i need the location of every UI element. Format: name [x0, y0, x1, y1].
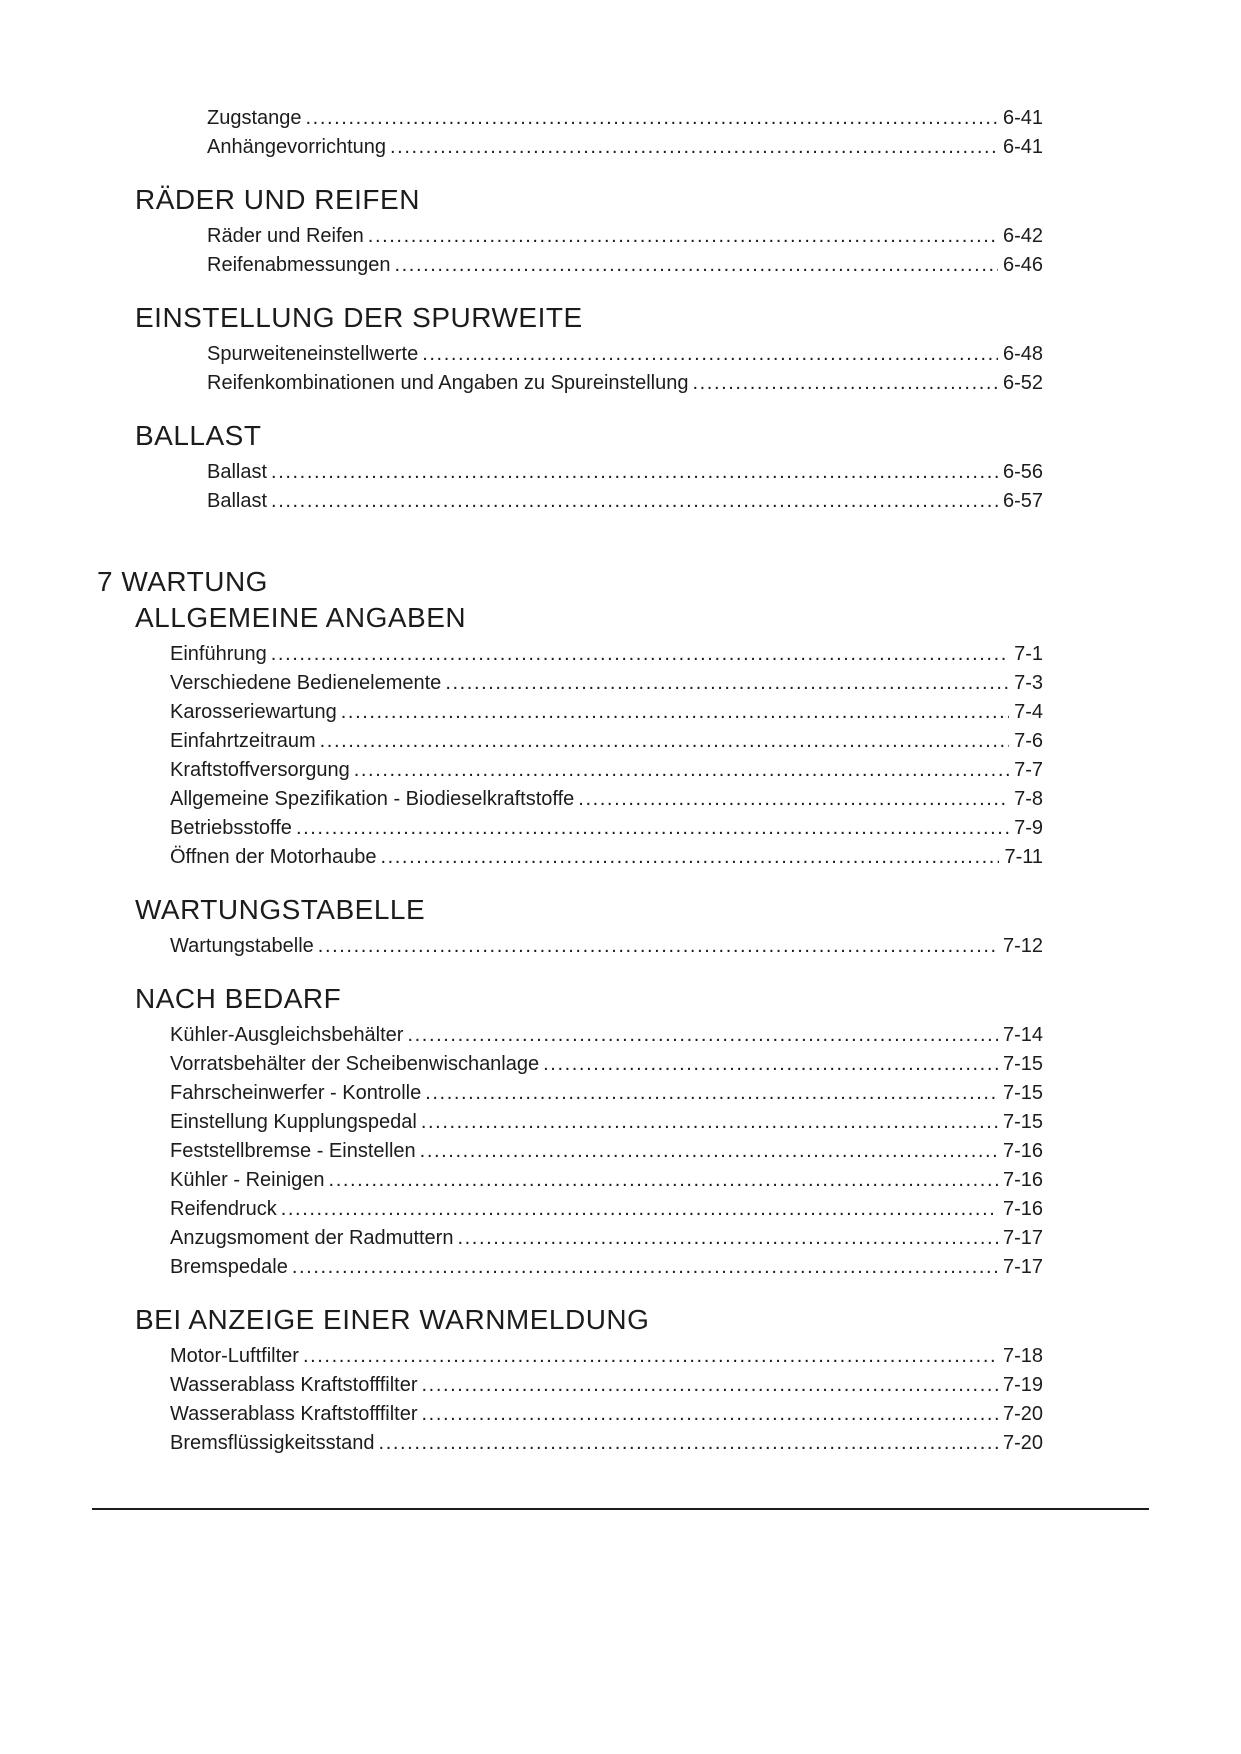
section-entries [0, 104, 1241, 162]
dot-leader [422, 1371, 998, 1400]
entry-title: Fahrscheinwerfer - Kontrolle [170, 1082, 422, 1104]
dot-leader [281, 1195, 998, 1224]
dot-leader [341, 698, 1009, 727]
dot-leader [271, 487, 998, 516]
entry-title: Ballast [207, 490, 268, 512]
toc-entry [170, 1137, 1043, 1166]
entry-title: Einfahrtzeitraum [170, 730, 316, 752]
entry-title: Reifenabmessungen [207, 254, 391, 276]
dot-leader [368, 222, 998, 251]
entry-title: Spurweiteneinstellwerte [207, 343, 419, 365]
toc-entry [170, 1108, 1043, 1137]
dot-leader [354, 756, 1009, 785]
toc-entry [170, 1079, 1043, 1108]
entry-page-number: 6-57 [1002, 490, 1043, 512]
entry-title: Kraftstoffversorgung [170, 759, 350, 781]
dot-leader [445, 669, 1009, 698]
toc-entry [170, 669, 1043, 698]
toc-section [0, 104, 1241, 162]
section-entries [0, 932, 1241, 961]
toc-entry [170, 727, 1043, 756]
entry-page-number: 7-18 [1002, 1345, 1043, 1367]
entry-title: Reifendruck [170, 1198, 277, 1220]
section-entries [0, 1342, 1241, 1458]
entry-title: Feststellbremse - Einstellen [170, 1140, 416, 1162]
entry-title: Zugstange [207, 107, 302, 129]
section-entries [0, 340, 1241, 398]
toc-entry [170, 1371, 1043, 1400]
section-heading: BEI ANZEIGE EINER WARNMELDUNG [135, 1304, 650, 1335]
entry-page-number: 7-15 [1002, 1082, 1043, 1104]
entry-title: Wasserablass Kraftstofffilter [170, 1403, 418, 1425]
entry-page-number: 7-12 [1002, 935, 1043, 957]
entry-page-number: 7-11 [1004, 846, 1043, 868]
toc-entry [170, 1166, 1043, 1195]
toc-entry [207, 251, 1043, 280]
toc-section [0, 1304, 1241, 1458]
dot-leader [296, 814, 1009, 843]
toc-entry [170, 640, 1043, 669]
entry-page-number: 6-52 [1002, 372, 1043, 394]
entry-page-number: 7-15 [1002, 1111, 1043, 1133]
entry-title: Einstellung Kupplungspedal [170, 1111, 417, 1133]
entry-page-number: 7-16 [1002, 1169, 1043, 1191]
entry-title: Betriebsstoffe [170, 817, 292, 839]
entry-title: Wartungstabelle [170, 935, 314, 957]
entry-page-number: 7-1 [1014, 643, 1043, 665]
dot-leader [578, 785, 1009, 814]
dot-leader [543, 1050, 998, 1079]
dot-leader [379, 1429, 998, 1458]
dot-leader [306, 104, 998, 133]
footer-rule [92, 1508, 1149, 1510]
entry-page-number: 7-20 [1002, 1432, 1043, 1454]
toc-entry [170, 1429, 1043, 1458]
toc-entry [170, 1342, 1043, 1371]
entry-title: Allgemeine Spezifikation - Biodieselkraftstoffe [170, 788, 575, 810]
toc-entry [207, 340, 1043, 369]
dot-leader [320, 727, 1009, 756]
entry-title: Bremspedale [170, 1256, 288, 1278]
entry-page-number: 7-8 [1014, 788, 1043, 810]
section-heading: 7 WARTUNG [97, 566, 268, 597]
entry-title: Kühler - Reinigen [170, 1169, 325, 1191]
toc-entry [170, 756, 1043, 785]
entry-title: Kühler-Ausgleichsbehälter [170, 1024, 404, 1046]
toc-entry [170, 1021, 1043, 1050]
toc-entry [207, 458, 1043, 487]
entry-page-number: 7-17 [1002, 1256, 1043, 1278]
entry-page-number: 6-41 [1002, 136, 1043, 158]
entry-page-number: 7-15 [1002, 1053, 1043, 1075]
toc-section [0, 184, 1241, 280]
section-entries [0, 1021, 1241, 1282]
entry-title: Bremsflüssigkeitsstand [170, 1432, 375, 1454]
dot-leader [407, 1021, 998, 1050]
section-heading: ALLGEMEINE ANGABEN [135, 602, 467, 633]
toc-entry [207, 222, 1043, 251]
dot-leader [390, 133, 998, 162]
toc-entry [207, 487, 1043, 516]
toc-entry [207, 133, 1043, 162]
entry-page-number: 7-3 [1014, 672, 1043, 694]
toc-entry [170, 785, 1043, 814]
entry-title: Einführung [170, 643, 267, 665]
toc-entry [170, 698, 1043, 727]
entry-title: Anhängevorrichtung [207, 136, 387, 158]
toc-section [0, 894, 1241, 961]
toc-section [0, 983, 1241, 1282]
entry-title: Verschiedene Bedienelemente [170, 672, 442, 694]
entry-page-number: 7-16 [1002, 1198, 1043, 1220]
dot-leader [329, 1166, 998, 1195]
toc-section [0, 602, 1241, 872]
entry-title: Ballast [207, 461, 268, 483]
entry-page-number: 6-41 [1002, 107, 1043, 129]
entry-page-number: 7-7 [1014, 759, 1043, 781]
dot-leader [425, 1079, 998, 1108]
entry-page-number: 7-6 [1014, 730, 1043, 752]
entry-page-number: 7-9 [1014, 817, 1043, 839]
entry-page-number: 7-4 [1014, 701, 1043, 723]
entry-title: Anzugsmoment der Radmuttern [170, 1227, 454, 1249]
dot-leader [421, 1108, 998, 1137]
toc-entry [170, 814, 1043, 843]
entry-title: Wasserablass Kraftstofffilter [170, 1374, 418, 1396]
toc-section [0, 420, 1241, 516]
entry-page-number: 7-19 [1002, 1374, 1043, 1396]
entry-page-number: 7-20 [1002, 1403, 1043, 1425]
toc-section [0, 564, 1241, 600]
toc-entry [170, 1195, 1043, 1224]
dot-leader [292, 1253, 998, 1282]
entry-page-number: 6-56 [1002, 461, 1043, 483]
section-entries [0, 222, 1241, 280]
dot-leader [692, 369, 998, 398]
dot-leader [457, 1224, 998, 1253]
dot-leader [271, 458, 998, 487]
section-heading: BALLAST [135, 420, 262, 451]
toc-section [0, 302, 1241, 398]
toc-entry [170, 1400, 1043, 1429]
section-entries [0, 640, 1241, 872]
entry-title: Karosseriewartung [170, 701, 337, 723]
toc-entry [207, 104, 1043, 133]
entry-page-number: 7-17 [1002, 1227, 1043, 1249]
dot-leader [380, 843, 999, 872]
dot-leader [422, 340, 998, 369]
toc-entry [170, 1253, 1043, 1282]
section-heading: EINSTELLUNG DER SPURWEITE [135, 302, 583, 333]
entry-page-number: 6-46 [1002, 254, 1043, 276]
entry-title: Öffnen der Motorhaube [170, 846, 377, 868]
section-heading: RÄDER UND REIFEN [135, 184, 420, 215]
entry-title: Motor-Luftfilter [170, 1345, 299, 1367]
entry-page-number: 6-48 [1002, 343, 1043, 365]
toc-entry [207, 369, 1043, 398]
entry-page-number: 7-16 [1002, 1140, 1043, 1162]
entry-title: Räder und Reifen [207, 225, 364, 247]
toc-entry [170, 1050, 1043, 1079]
entry-page-number: 6-42 [1002, 225, 1043, 247]
toc-entry [170, 1224, 1043, 1253]
dot-leader [303, 1342, 998, 1371]
dot-leader [318, 932, 998, 961]
dot-leader [271, 640, 1009, 669]
entry-page-number: 7-14 [1002, 1024, 1043, 1046]
toc-entry [170, 932, 1043, 961]
dot-leader [422, 1400, 998, 1429]
dot-leader [420, 1137, 998, 1166]
entry-title: Reifenkombinationen und Angaben zu Spureinstellung [207, 372, 689, 394]
section-entries [0, 458, 1241, 516]
entry-title: Vorratsbehälter der Scheibenwischanlage [170, 1053, 540, 1075]
section-heading: NACH BEDARF [135, 983, 342, 1014]
dot-leader [394, 251, 998, 280]
section-heading: WARTUNGSTABELLE [135, 894, 426, 925]
toc-entry [170, 843, 1043, 872]
